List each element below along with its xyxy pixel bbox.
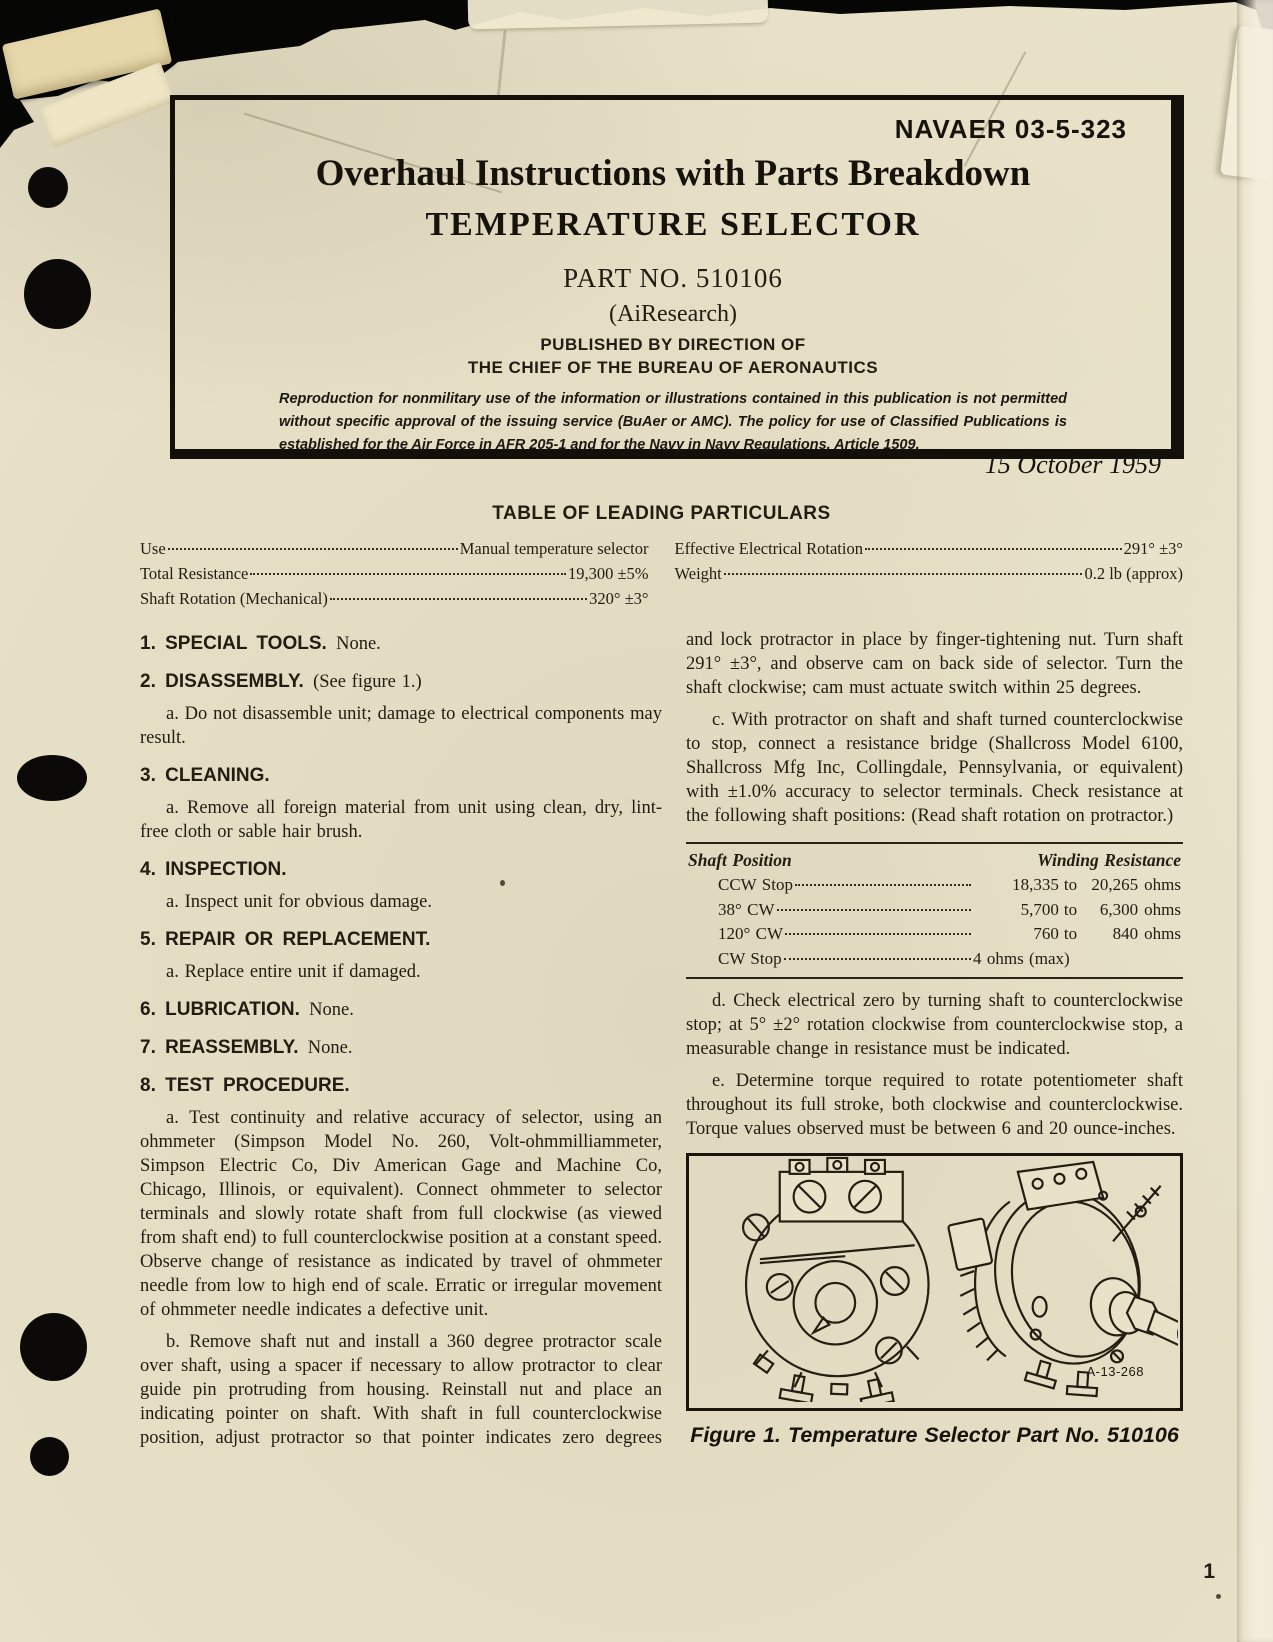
section-heading-disassembly: 2. DISASSEMBLY. (See figure 1.) <box>140 671 422 692</box>
section-heading-cleaning: 3. CLEANING. <box>140 765 270 786</box>
page-number: 1 <box>1203 1560 1215 1583</box>
particular-value: 320° ±3° <box>589 589 649 608</box>
paragraph-8d: d. Check electrical zero by turning shaft to counterclockwise stop; at 5° ±2° rotation clockwise from counterclockwise stop, a measurable change in resistance must be indicated. <box>686 991 1183 1059</box>
section-heading-inspection: 4. INSPECTION. <box>140 859 287 880</box>
paragraph-4a: a. Inspect unit for obvious damage. <box>166 892 433 912</box>
published-by-line2: THE CHIEF OF THE BUREAU OF AERONAUTICS <box>467 358 879 377</box>
figure-front-view <box>743 1158 928 1402</box>
particular-label: Effective Electrical Rotation <box>674 539 863 558</box>
figure-1-box <box>686 1153 1183 1411</box>
column-header-shaft-position: Shaft Position <box>688 850 792 870</box>
paragraph-3a: a. Remove all foreign material from unit using clean, dry, lint-free cloth or sable hair brush. <box>140 798 662 842</box>
hole-punch-mark <box>17 755 87 801</box>
section-heading-test-procedure: 8. TEST PROCEDURE. <box>140 1075 350 1096</box>
particular-row <box>140 586 649 611</box>
leading-particulars <box>140 536 1183 611</box>
paragraph-8b: b. Remove shaft nut and install a 360 degree protractor scale over shaft, using a spacer if necessary to allow protractor to clear guide pin protruding from housing. Reinstall nut and place an indicating pointer on shaft. With shaft in full counterclockwise position, adjust protractor so that pointer indicates zero degrees <box>140 1332 662 1448</box>
dot-leader <box>865 548 1122 550</box>
part-number: PART NO. 510106 <box>563 263 783 293</box>
winding-resistance-table <box>686 842 1183 979</box>
particular-label: Use <box>140 539 166 558</box>
dot-leader <box>250 573 566 575</box>
particular-value: 291° ±3° <box>1123 539 1183 558</box>
figure-1-caption: Figure 1. Temperature Selector Part No. 510106 <box>690 1423 1179 1447</box>
doc-number: NAVAER 03-5-323 <box>894 114 1127 144</box>
title-block-box <box>170 95 1184 459</box>
dot-leader <box>777 909 971 911</box>
dot-leader <box>785 933 971 935</box>
particular-row <box>140 536 649 561</box>
section-heading-reassembly: 7. REASSEMBLY. None. <box>140 1037 353 1058</box>
table-row: 120° CW 760 to 840 ohms <box>718 924 1181 943</box>
reproduction-notice: Reproduction for nonmilitary use of the information or illustrations contained in this publication is not permitted without specific approval of the issuing service (BuAer or AMC). The policy for use of Classified Publications is established for the Air Force in AFR 205-1 and for the Navy in Navy Regulations, Article 1509. <box>279 391 1067 453</box>
drawing-reference-number: A-13-268 <box>1086 1364 1144 1379</box>
ink-speck <box>1216 1594 1221 1599</box>
section-heading-lubrication: 6. LUBRICATION. None. <box>140 999 354 1020</box>
paragraph-8e: e. Determine torque required to rotate potentiometer shaft throughout its full stroke, both clockwise and counterclockwise. Torque values observed must be between 6 and 20 ounce-inches. <box>686 1071 1183 1139</box>
section-heading-repair: 5. REPAIR OR REPLACEMENT. <box>140 929 431 950</box>
particulars-title: TABLE OF LEADING PARTICULARS <box>492 503 831 524</box>
right-page-edge <box>1237 0 1273 1642</box>
particulars-left-column <box>140 536 649 611</box>
paragraph-2a: a. Do not disassemble unit; damage to electrical components may result. <box>140 704 662 748</box>
particular-value: Manual temperature selector <box>459 539 649 558</box>
paragraph-8c: c. With protractor on shaft and shaft turned counterclockwise to stop, connect a resistance bridge (Shallcross Model 6100, Shallcross Mfg Inc, Collingdale, Pennsylvania, or equivalent) with ±1.0% accuracy to selector terminals. Check resistance at the following shaft positions: (Read shaft rotation on protractor.) <box>686 710 1183 826</box>
particular-label: Weight <box>674 564 722 583</box>
dot-leader <box>330 598 587 600</box>
publication-date: 15 October 1959 <box>984 450 1161 479</box>
particular-value: 19,300 ±5% <box>567 564 649 583</box>
body-left-column <box>140 628 662 1633</box>
resistance-table-header <box>688 848 1181 873</box>
hole-punch-mark <box>30 1437 69 1476</box>
equipment-title: TEMPERATURE SELECTOR <box>425 206 921 243</box>
dot-leader <box>168 548 458 550</box>
table-row: 38° CW 5,700 to 6,300 ohms <box>718 899 1181 919</box>
document-title: Overhaul Instructions with Parts Breakdown <box>315 153 1031 194</box>
particulars-right-column <box>675 536 1184 611</box>
manufacturer: (AiResearch) <box>609 301 737 327</box>
particular-row <box>140 561 649 586</box>
particular-label: Total Resistance <box>140 564 249 583</box>
dot-leader <box>784 958 971 960</box>
hole-punch-mark <box>28 167 68 208</box>
particular-row <box>675 536 1184 561</box>
published-by-line1: PUBLISHED BY DIRECTION OF <box>540 335 806 354</box>
section-heading-special-tools: 1. SPECIAL TOOLS. None. <box>140 633 381 654</box>
particular-value: 0.2 lb (approx) <box>1084 564 1183 583</box>
paragraph-8b-continued: and lock protractor in place by finger-tightening nut. Turn shaft 291° ±3°, and observe cam on back side of selector. Turn the shaft clockwise; cam must actuate switch within 25 degrees. <box>686 630 1183 698</box>
column-header-winding-resistance: Winding Resistance <box>1037 850 1181 870</box>
particular-label: Shaft Rotation (Mechanical) <box>140 589 328 608</box>
table-row: CCW Stop 18,335 to 20,265 ohms <box>718 875 1181 894</box>
paragraph-5a: a. Replace entire unit if damaged. <box>166 962 421 982</box>
dot-leader <box>795 884 971 886</box>
body-right-column <box>686 628 1183 1633</box>
particular-row <box>675 561 1184 586</box>
hole-punch-mark <box>24 259 91 329</box>
dot-leader <box>724 573 1083 575</box>
hole-punch-mark <box>20 1313 87 1381</box>
table-row: CW Stop 4 ohms (max) <box>718 948 1070 968</box>
paragraph-8a: a. Test continuity and relative accuracy of selector, using an ohmmeter (Simpson Model No. 260, Volt-ohmmilliammeter, Simpson Electric Co, Div American Gage and Machine Co, Chicago, Illinois, or equivalent). Connect ohmmeter to selector terminals and slowly rotate shaft from full clockwise (as viewed from shaft end) to full counterclockwise position at a constant speed. Observe change of resistance as indicated by travel of ohmmeter needle from low to high end of scale. Erratic or irregular movement of ohmmeter needle indicates a defective unit. <box>140 1108 662 1320</box>
